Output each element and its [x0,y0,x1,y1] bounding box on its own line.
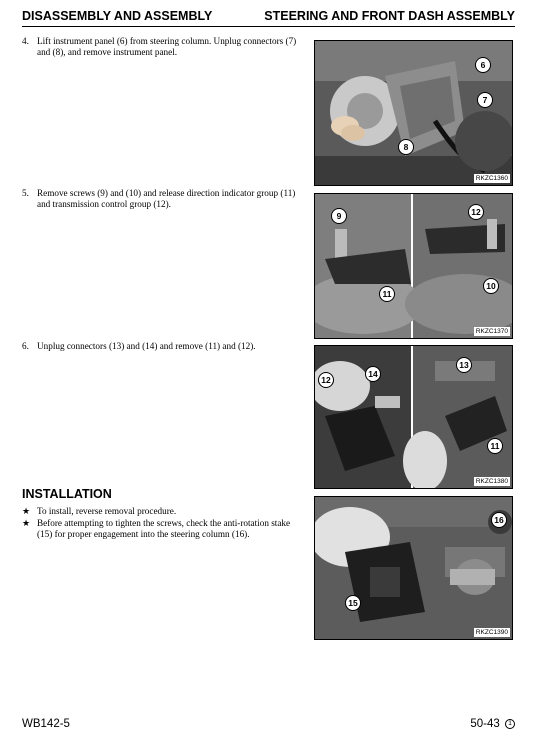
section-title: DISASSEMBLY AND ASSEMBLY [22,9,213,23]
photo-indicator-groups [314,193,513,339]
callout-10: 10 [483,278,499,294]
figure-code: RKZC1360 [475,175,508,182]
bullet-text: Before attempting to tighten the screws, check the anti-rotation stake (15) for proper engagement into the steering column (16). [37,518,291,539]
callout-11: 11 [487,438,503,454]
callout-12: 12 [468,204,484,220]
photo-instrument-panel [314,40,513,186]
callout-9: 9 [331,208,347,224]
callout-6: 6 [475,57,491,73]
callout-11: 11 [379,286,395,302]
figure-code: RKZC1390 [475,629,508,636]
step-text: Unplug connectors (13) and (14) and remove (11) and (12). [37,341,256,351]
photo-image [315,346,512,488]
star-icon: ★ [22,506,31,516]
revision-mark: 1 [505,719,515,729]
step-number: 5. [22,188,29,198]
model-number: WB142-5 [22,718,70,730]
callout-13: 13 [456,357,472,373]
step-text: Remove screws (9) and (10) and release direction indicator group (11) and transmission control group (12). [37,188,296,209]
photo-anti-rotation-stake [314,496,513,640]
callout-8: 8 [398,139,414,155]
installation-heading: INSTALLATION [22,487,112,501]
step-number: 4. [22,36,29,46]
callout-14: 14 [365,366,381,382]
callout-12: 12 [318,372,334,388]
callout-15: 15 [345,595,361,611]
chapter-title: STEERING AND FRONT DASH ASSEMBLY [264,9,515,23]
page-header [22,8,515,27]
figure-code: RKZC1370 [475,328,508,335]
photo-connectors [314,345,513,489]
step-number: 6. [22,341,29,351]
bullet-text: To install, reverse removal procedure. [37,506,177,516]
callout-16: 16 [491,512,507,528]
figure-code: RKZC1380 [475,478,508,485]
callout-7: 7 [477,92,493,108]
page-number-text: 50-43 [470,718,500,730]
photo-image [315,497,512,639]
star-icon: ★ [22,518,31,528]
page-number [470,718,515,730]
step-text: Lift instrument panel (6) from steering column. Unplug connectors (7) and (8), and remove instrument panel. [37,36,297,57]
